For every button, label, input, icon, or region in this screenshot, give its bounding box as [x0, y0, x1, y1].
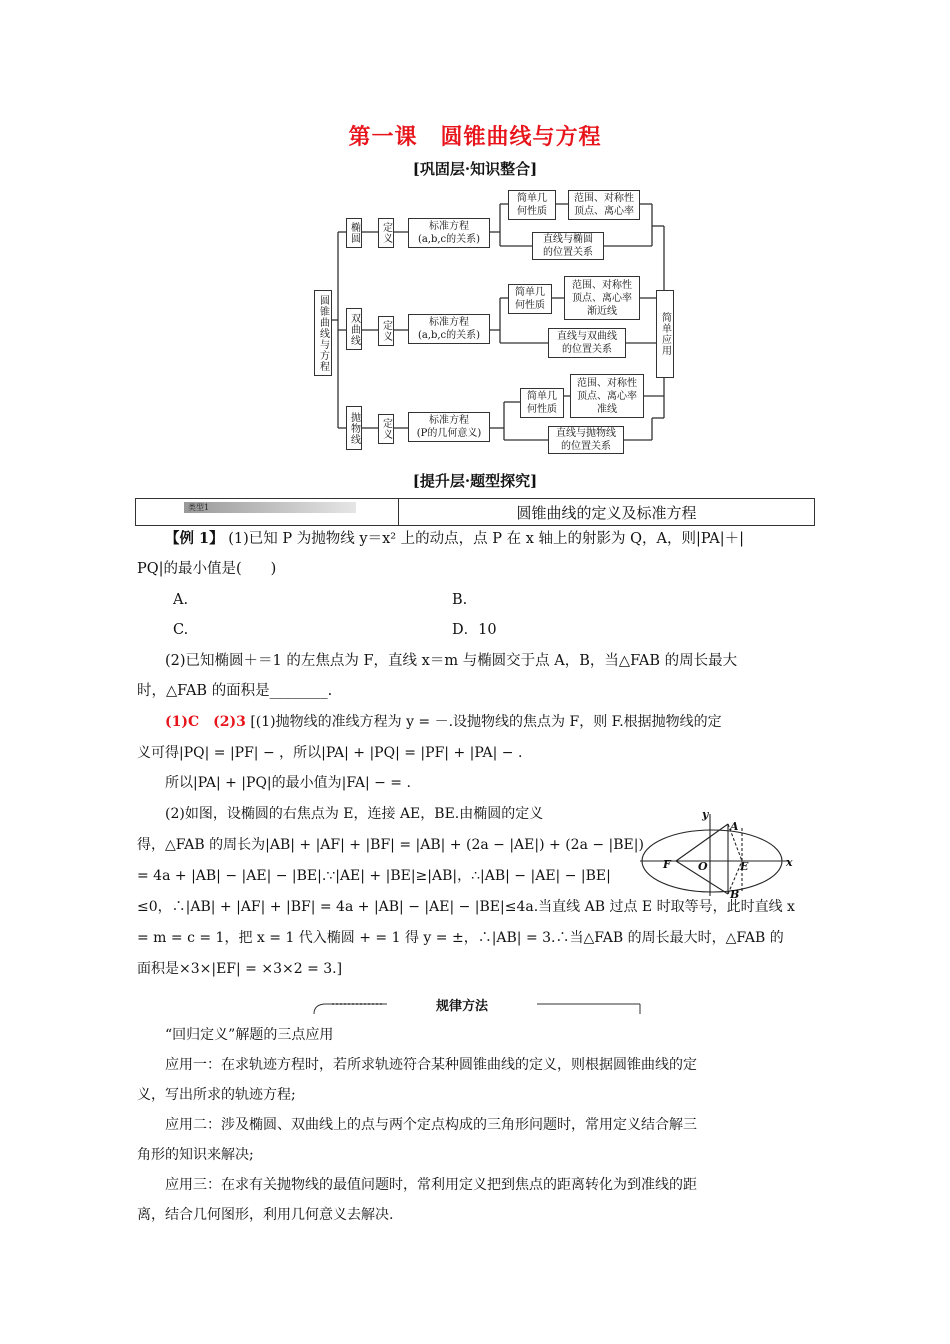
diagram-parabola-definition: 定义 — [378, 414, 394, 444]
type-title: 圆锥曲线的定义及标准方程 — [516, 503, 697, 522]
method-application-3-cont: 离，结合几何图形，利用几何意义去解决. — [137, 1207, 394, 1223]
solution-line-7: ≤0，∴|AB| + |AF| + |BF| = 4a + |AB| − |AE| − |BE|≤4a.当直线 AB 过点 E 时取等号，此时直线 x — [137, 899, 795, 915]
diagram-ellipse-node: 椭圆 — [346, 218, 362, 248]
example-question-1-line-2: PQ|的最小值是( ) — [137, 561, 277, 577]
segment-fa — [676, 824, 728, 861]
diagram-parabola-properties-detail: 范围、对称性 顶点、离心率 准线 — [570, 374, 644, 418]
example-question-2-line-1: (2)已知椭圆＋＝1 的左焦点为 F，直线 x＝m 与椭圆交于点 A，B，当△FAB 的周长最大 — [165, 653, 738, 669]
label-b: B — [730, 888, 740, 898]
label-y: y — [702, 808, 709, 821]
solution-line-5: 得，△FAB 的周长为|AB| + |AF| + |BF| = |AB| + (2a − |AE|) + (2a − |BE|) — [137, 837, 644, 853]
label-a: A — [730, 820, 739, 833]
diagram-hyperbola-geometric-properties: 简单几何性质 — [508, 284, 552, 314]
example-question-1-line-1 — [165, 524, 825, 554]
label-f: F — [663, 858, 671, 871]
method-application-2-cont: 角形的知识来解决; — [137, 1147, 254, 1163]
solution-line-6: = 4a + |AB| − |AE| − |BE|.∵|AE| + |BE|≥|AB|，∴|AB| − |AE| − |BE| — [137, 868, 611, 884]
label-o: O — [698, 860, 708, 873]
solution-line-9: 面积是×3×|EF| = ×3×2 = 3.] — [137, 961, 343, 977]
method-application-2: 应用二：涉及椭圆、双曲线上的点与两个定点构成的三角形问题时，常用定义结合解三 — [165, 1117, 697, 1133]
example-label: 【例 1】 — [165, 530, 224, 547]
solution-line-4: (2)如图，设椭圆的右焦点为 E，连接 AE，BE.由椭圆的定义 — [165, 806, 544, 822]
page-title: 第一课 圆锥曲线与方程 — [348, 124, 602, 150]
diagram-parabola-geometric-properties: 简单几何性质 — [520, 388, 564, 418]
method-application-1-cont: 义，写出所求的轨迹方程; — [137, 1087, 296, 1103]
diagram-hyperbola-definition: 定义 — [378, 316, 394, 346]
option-c: C. — [173, 622, 189, 638]
diagram-hyperbola-standard-equation: 标准方程 (a,b,c的关系) — [408, 314, 490, 344]
diagram-ellipse-standard-equation: 标准方程 (a,b,c的关系) — [408, 218, 490, 248]
solution-line-1 — [165, 707, 722, 737]
ellipse-figure — [640, 808, 800, 898]
method-header-title: 规律方法 — [387, 995, 537, 1014]
diagram-parabola-line-position: 直线与抛物线 的位置关系 — [548, 426, 624, 454]
solution-text-1: [(1)抛物线的准线方程为 y = －.设抛物线的焦点为 F，则 F.根据抛物线的定 — [250, 714, 722, 730]
option-d: D．10 — [452, 622, 497, 638]
diagram-ellipse-definition: 定义 — [378, 218, 394, 248]
diagram-hyperbola-properties-detail: 范围、对称性 顶点、离心率 渐近线 — [564, 276, 640, 320]
label-e: E — [740, 860, 749, 873]
solution-line-3: 所以|PA| + |PQ|的最小值为|FA| − = . — [165, 775, 411, 791]
diagram-application-node: 简单应用 — [656, 290, 674, 378]
section-exploration-heading: [提升层·题型探究] — [412, 472, 538, 490]
diagram-hyperbola-line-position: 直线与双曲线 的位置关系 — [548, 328, 626, 358]
type-tag: 类型1 — [184, 502, 356, 513]
solution-line-8: = m = c = 1，把 x = 1 代入椭圆 + = 1 得 y = ±，∴|AB| = 3.∴当△FAB 的周长最大时，△FAB 的 — [137, 930, 784, 946]
type-banner — [135, 498, 815, 526]
label-x: x — [786, 856, 793, 869]
method-title: “回归定义”解题的三点应用 — [165, 1027, 334, 1043]
option-a: A. — [173, 592, 189, 608]
diagram-hyperbola-node: 双曲线 — [346, 308, 362, 350]
section-consolidation-heading: [巩固层·知识整合] — [412, 160, 538, 178]
diagram-ellipse-geometric-properties: 简单几何性质 — [508, 190, 556, 220]
option-b: B. — [452, 592, 468, 608]
diagram-ellipse-line-position: 直线与椭圆 的位置关系 — [532, 232, 604, 260]
example-question-2-line-2: 时，△FAB 的面积是________. — [137, 683, 333, 699]
diagram-ellipse-properties-detail: 范围、对称性 顶点、离心率 — [568, 190, 640, 220]
method-application-3: 应用三：在求有关抛物线的最值问题时，常利用定义把到焦点的距离转化为到准线的距 — [165, 1177, 697, 1193]
diagram-parabola-node: 抛物线 — [346, 406, 362, 450]
diagram-root-node: 圆锥曲线与方程 — [314, 290, 332, 376]
answer-key: (1)C (2)3 — [165, 714, 246, 730]
method-header — [312, 998, 642, 1016]
method-application-1: 应用一：在求轨迹方程时，若所求轨迹符合某种圆锥曲线的定义，则根据圆锥曲线的定 — [165, 1057, 697, 1073]
solution-line-2: 义可得|PQ| = |PF| − ，所以|PA| + |PQ| = |PF| + |PA| − . — [137, 745, 523, 761]
example-q1-text: (1)已知 P 为抛物线 y＝x² 上的动点，点 P 在 x 轴上的射影为 Q，A，则|PA|＋| — [228, 531, 745, 547]
diagram-parabola-standard-equation: 标准方程 (P的几何意义) — [408, 412, 490, 442]
